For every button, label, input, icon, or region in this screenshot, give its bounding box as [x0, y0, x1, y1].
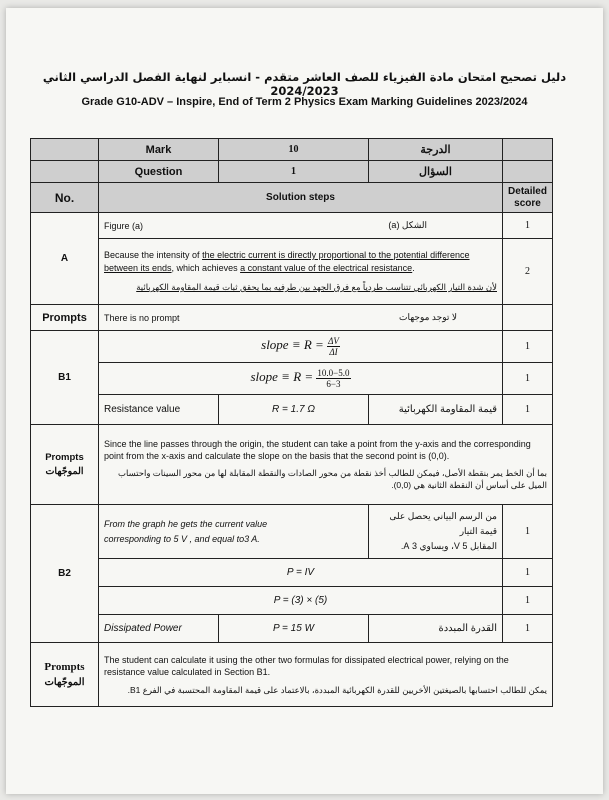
- b2-eq-piv: P = IV: [99, 559, 503, 587]
- b1-score-1: 1: [503, 331, 553, 363]
- a-figure-row: [31, 213, 553, 239]
- prompts-b2-label-ar: الموجّهات: [44, 676, 85, 688]
- col-no: No.: [31, 183, 99, 213]
- b1-eq2-lhs: slope ≡ R =: [250, 369, 317, 385]
- b2-row-2: [31, 559, 553, 587]
- b1-eq1-lhs: slope ≡ R =: [261, 337, 328, 353]
- prompts-a-row: [31, 305, 553, 331]
- col-score: Detailed score: [503, 183, 553, 213]
- b2-graph-en-b: corresponding to 5 V , and equal to3 A.: [104, 533, 260, 544]
- b1-row-1: [31, 331, 553, 363]
- prompts-a-ar: لا توجد موجهات: [399, 312, 457, 322]
- column-header-row: [31, 183, 553, 213]
- exp-mid: , which achieves: [171, 263, 241, 273]
- section-b1-label: B1: [31, 331, 99, 425]
- b1-row-2: [31, 363, 553, 395]
- prompts-b1-ar: بما أن الخط يمر بنقطة الأصل، فيمكن للطالب أخذ نقطة من محور الصادات والنقطة المقابلة لها من محور السينات واحتساب الميل على أساس أن النقطة الثانية هي (0,0).: [117, 468, 547, 490]
- b2-row-3: [31, 587, 553, 615]
- section-a-label: A: [31, 213, 99, 305]
- b2-graph-ar-b: المقابل 5 V، ويساوي 3 A.: [400, 541, 497, 551]
- prompts-a-label: Prompts: [31, 305, 99, 331]
- b1-row-3: [31, 395, 553, 425]
- b2-row-1: [31, 505, 553, 559]
- prompts-b2-en: The student can calculate it using the other two formulas for dissipated electrical power, relying on the resistance value calculated in Section B1.: [104, 654, 509, 677]
- english-title: Grade G10-ADV – Inspire, End of Term 2 Physics Exam Marking Guidelines 2023/2024: [81, 96, 528, 108]
- prompts-b1-en: Since the line passes through the origin, the student can take a point from the y-axis and the corresponding point from the x-axis and calculate the slope on the basis that the second point is (0,0).: [104, 439, 531, 461]
- resistance-label: Resistance value: [99, 395, 219, 425]
- mark-row: [31, 139, 553, 161]
- question-label-ar: السؤال: [369, 161, 503, 183]
- prompts-b1-label: Prompts: [45, 451, 84, 463]
- prompts-b2-label: Prompts: [44, 660, 85, 673]
- b2-eq-sub: P = (3) × (5): [99, 587, 503, 615]
- b1-score-3: 1: [503, 395, 553, 425]
- exp-end: .: [412, 263, 415, 273]
- marking-table: [30, 138, 553, 707]
- question-value: 1: [219, 161, 369, 183]
- b2-score-3: 1: [503, 587, 553, 615]
- b2-score-4: 1: [503, 615, 553, 643]
- question-label: Question: [99, 161, 219, 183]
- b2-graph-en-a: From the graph he gets the current value: [104, 518, 268, 529]
- b2-eq-result: P = 15 W: [219, 615, 369, 643]
- b1-score-2: 1: [503, 363, 553, 395]
- exp-underline-1: the electric current is directly proportional to the potential difference between its ends: [104, 250, 470, 273]
- question-row: [31, 161, 553, 183]
- b2-score-1: 1: [503, 505, 553, 559]
- prompts-a-en: There is no prompt: [104, 312, 180, 323]
- resistance-label-ar: قيمة المقاومة الكهربائية: [369, 395, 503, 425]
- a-figure-score: 1: [503, 213, 553, 239]
- b2-row-4: [31, 615, 553, 643]
- exp-pre: Because the intensity of: [104, 250, 203, 260]
- mark-value: 10: [219, 139, 369, 161]
- b2-graph-ar-a: من الرسم البياني يحصل على قيمة التيار: [389, 511, 497, 536]
- section-b2-label: B2: [31, 505, 99, 643]
- prompts-b2-ar: يمكن للطالب احتسابها بالصيغتين الأخريين للقدرة الكهربائية المبددة، بالاعتماد على قيمة المقاومة المحتسبة في الفرع B1.: [127, 684, 547, 695]
- col-steps: Solution steps: [99, 183, 503, 213]
- b1-eq2-fraction: $\frac{10.0-5.0}{6-3}$: [317, 368, 350, 389]
- b1-eq1-fraction: $\frac{\Delta V}{\Delta I}$: [328, 336, 339, 357]
- arabic-title: دليل تصحيح امتحان مادة الفيزياء للصف العاشر متقدم - انسباير لنهاية الفصل الدراسي الثاني 2024/2023: [42, 70, 567, 98]
- figure-en: Figure (a): [104, 220, 144, 231]
- prompts-b1-row: [31, 425, 553, 505]
- b2-score-2: 1: [503, 559, 553, 587]
- exp-ar: لأن شدة التيار الكهربائي تتناسب طردياً مع فرق الجهد بين طرفيه بما يحقق ثبات قيمة المقاومة الكهربائية: [136, 282, 497, 292]
- a-explanation-row: [31, 239, 553, 305]
- a-exp-score: 2: [503, 239, 553, 305]
- prompts-b2-row: [31, 643, 553, 707]
- resistance-eq: R = 1.7 Ω: [219, 395, 369, 425]
- figure-ar: الشكل (a): [388, 220, 427, 230]
- prompts-b1-label-ar: الموجّهات: [45, 465, 84, 477]
- dissipated-power-label-ar: القدرة المبددة: [369, 615, 503, 643]
- mark-label-ar: الدرجة: [369, 139, 503, 161]
- dissipated-power-label: Dissipated Power: [99, 615, 219, 643]
- mark-label: Mark: [99, 139, 219, 161]
- exp-underline-2: a constant value of the electrical resistance: [240, 263, 413, 273]
